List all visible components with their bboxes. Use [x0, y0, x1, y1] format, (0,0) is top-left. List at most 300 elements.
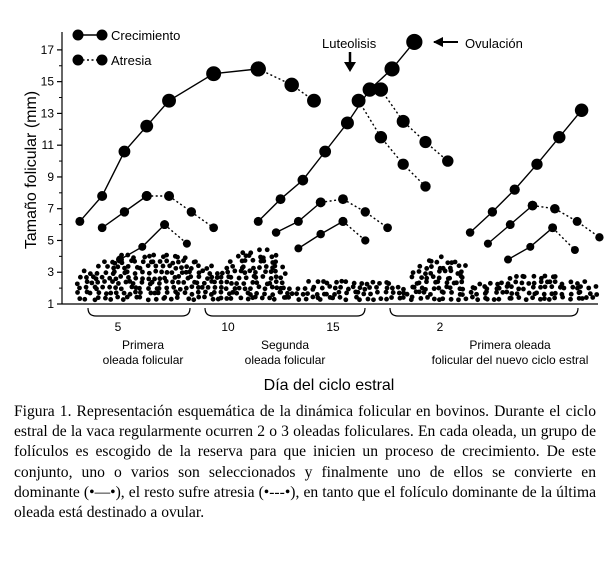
reserve-follicle-dot — [280, 280, 285, 285]
reserve-follicle-dot — [515, 291, 520, 296]
reserve-follicle-dot — [456, 297, 461, 302]
reserve-follicle-dot — [290, 291, 295, 296]
reserve-follicle-dot — [102, 259, 107, 264]
reserve-follicle-dot — [460, 287, 465, 292]
reserve-follicle-dot — [359, 281, 364, 286]
reserve-follicle-dot — [170, 280, 175, 285]
reserve-follicle-dot — [236, 254, 241, 259]
growth-series-point — [384, 61, 399, 76]
reserve-follicle-dot — [89, 280, 94, 285]
reserve-follicle-dot — [84, 275, 89, 280]
reserve-follicle-dot — [159, 270, 164, 275]
reserve-follicle-dot — [200, 268, 205, 273]
reserve-follicle-dot — [96, 295, 101, 300]
day-label: 10 — [221, 320, 235, 334]
atresia-series-point — [307, 94, 321, 108]
growth-series-point — [119, 146, 131, 158]
reserve-follicle-dot — [542, 296, 547, 301]
legend-growth-label: Crecimiento — [111, 28, 181, 43]
reserve-follicle-dot — [343, 297, 348, 302]
reserve-follicle-dot — [165, 270, 170, 275]
atresia-series — [316, 194, 392, 232]
reserve-follicle-dot — [460, 292, 465, 297]
reserve-follicle-dot — [240, 250, 245, 255]
reserve-follicle-dot — [261, 255, 266, 260]
reserve-follicle-dot — [176, 274, 181, 279]
y-tick-label: 9 — [47, 169, 54, 184]
day-label: 2 — [436, 320, 444, 334]
reserve-follicle-dot — [343, 279, 348, 284]
reserve-follicle-dot — [448, 285, 453, 290]
reserve-follicle-dot — [195, 280, 200, 285]
reserve-follicle-dot — [265, 247, 270, 252]
reserve-follicle-dot — [272, 297, 277, 302]
reserve-follicle-dot — [157, 276, 162, 281]
reserve-follicle-dot — [280, 265, 285, 270]
atresia-series-line — [533, 206, 600, 238]
reserve-follicle-dot — [301, 292, 306, 297]
reserve-follicle-dot — [582, 279, 587, 284]
reserve-follicle-dot — [88, 271, 93, 276]
reserve-follicle-dot — [151, 253, 156, 258]
atresia-series-point — [442, 155, 453, 166]
reserve-follicle-dot — [209, 264, 214, 269]
reserve-follicle-dot — [248, 292, 253, 297]
reserve-follicle-dot — [514, 274, 519, 279]
reserve-follicle-dot — [332, 292, 337, 297]
reserve-follicle-dot — [367, 285, 372, 290]
reserve-follicle-dot — [253, 275, 258, 280]
reserve-follicle-dot — [131, 255, 136, 260]
reserve-follicle-dot — [138, 290, 143, 295]
growth-series-point — [206, 66, 221, 81]
reserve-follicle-dot — [262, 292, 267, 297]
reserve-follicle-dot — [346, 287, 351, 292]
reserve-follicle-dot — [374, 285, 379, 290]
reserve-follicle-dot — [578, 284, 583, 289]
day-label: 5 — [114, 320, 122, 334]
wave-label-line1: Primera — [121, 338, 165, 352]
y-tick-label: 5 — [47, 233, 54, 248]
reserve-follicle-dot — [253, 270, 258, 275]
reserve-follicle-dot — [417, 264, 422, 269]
atresia-series — [352, 94, 431, 192]
growth-series-point — [506, 220, 515, 229]
atresia-series-point — [595, 233, 603, 241]
reserve-follicle-dot — [112, 261, 117, 266]
reserve-follicle-dot — [82, 297, 87, 302]
y-tick-label: 7 — [47, 201, 54, 216]
reserve-follicle-dot — [410, 295, 415, 300]
reserve-follicle-dot — [391, 290, 396, 295]
reserve-follicle-dot — [141, 259, 146, 264]
reserve-follicle-dot — [553, 279, 558, 284]
growth-series-point — [553, 131, 565, 143]
reserve-follicle-dot — [410, 275, 415, 280]
reserve-follicle-dot — [88, 291, 93, 296]
atresia-series-point — [338, 194, 348, 204]
reserve-follicle-dot — [228, 259, 233, 264]
reserve-follicle-dot — [377, 281, 382, 286]
reserve-follicle-dot — [538, 285, 543, 290]
reserve-follicle-dot — [146, 297, 151, 302]
reserve-follicle-dot — [278, 275, 283, 280]
growth-series-point — [120, 207, 129, 216]
reserve-follicle-dot — [112, 269, 117, 274]
reserve-follicle-dot — [389, 295, 394, 300]
reserve-follicle-dot — [264, 264, 269, 269]
reserve-follicle-dot — [206, 285, 211, 290]
reserve-follicle-dot — [138, 266, 143, 271]
reserve-follicle-dot — [524, 297, 529, 302]
reserve-follicle-dot — [274, 279, 279, 284]
atresia-series-point — [361, 236, 369, 244]
wave-label-line2: oleada folicular — [244, 353, 326, 367]
reserve-follicle-dot — [396, 285, 401, 290]
reserve-follicle-dot — [509, 284, 514, 289]
atresia-series-point — [164, 191, 174, 201]
reserve-follicle-dot — [203, 290, 208, 295]
reserve-follicle-dot — [281, 286, 286, 291]
growth-series-point — [484, 240, 492, 248]
wave-label-line2: oleada folicular — [102, 353, 184, 367]
growth-series — [504, 223, 557, 263]
reserve-follicle-dot — [107, 285, 112, 290]
figure-label: Figura 1. — [14, 403, 72, 420]
reserve-follicle-dot — [411, 270, 416, 275]
reserve-follicle-dot — [366, 297, 371, 302]
reserve-follicle-dot — [428, 271, 433, 276]
reserve-follicle-dot — [104, 270, 109, 275]
y-tick-label: 13 — [40, 106, 54, 121]
follicle-series — [75, 34, 603, 264]
reserve-follicle-dot — [423, 271, 428, 276]
reserve-follicle-dot — [164, 286, 169, 291]
reserve-follicle-dot — [358, 285, 363, 290]
reserve-follicle-dot — [237, 286, 242, 291]
reserve-follicle-dot — [274, 274, 279, 279]
wave-bracket — [390, 308, 578, 316]
reserve-follicle-dot — [202, 281, 207, 286]
reserve-follicle-dot — [153, 264, 158, 269]
y-tick-label: 3 — [47, 265, 54, 280]
reserve-follicle-dot — [186, 296, 191, 301]
reserve-follicle-dot — [590, 295, 595, 300]
legend-growth-marker — [73, 30, 84, 41]
reserve-follicle-dot — [263, 269, 268, 274]
reserve-follicle-dot — [432, 297, 437, 302]
reserve-follicle-dot — [165, 290, 170, 295]
reserve-follicle-dot — [125, 269, 130, 274]
reserve-follicle-dot — [477, 282, 482, 287]
reserve-follicle-dot — [161, 264, 166, 269]
reserve-follicle-dot — [419, 275, 424, 280]
reserve-follicle-dot — [463, 263, 468, 268]
atresia-series-point — [397, 115, 410, 128]
reserve-follicle-dot — [190, 292, 195, 297]
reserve-follicle-dot — [205, 276, 210, 281]
reserve-follicle-dot — [447, 276, 452, 281]
reserve-follicle-dot — [105, 264, 110, 269]
atresia-series-point — [209, 223, 218, 232]
reserve-follicle-dot — [224, 286, 229, 291]
ovulation-arrowhead — [433, 37, 443, 47]
reserve-follicle-dot — [303, 286, 308, 291]
reserve-follicle-dot — [176, 280, 181, 285]
reserve-follicle-dot — [234, 291, 239, 296]
reserve-follicle-dot — [568, 279, 573, 284]
reserve-follicle-dot — [417, 289, 422, 294]
ovulation-label: Ovulación — [465, 36, 523, 51]
reserve-follicle-dot — [305, 291, 310, 296]
reserve-follicle-dot — [549, 284, 554, 289]
reserve-follicle-dot — [429, 264, 434, 269]
reserve-follicle-dot — [287, 286, 292, 291]
growth-series-point — [406, 34, 422, 50]
reserve-follicle-dot — [338, 285, 343, 290]
atresia-series-line — [359, 101, 426, 187]
reserve-follicle-dot — [445, 280, 450, 285]
reserve-follicle-dot — [553, 274, 558, 279]
growth-series-point — [116, 256, 124, 264]
wave-brackets — [88, 308, 588, 367]
reserve-follicle-dot — [189, 284, 194, 289]
legend-atresia-marker — [73, 55, 84, 66]
reserve-follicle-dot — [142, 255, 147, 260]
reserve-follicle-dot — [547, 297, 552, 302]
growth-series-point — [504, 256, 512, 264]
atresia-series-point — [183, 240, 191, 248]
reserve-follicle-dot — [338, 295, 343, 300]
reserve-follicle-dot — [191, 297, 196, 302]
reserve-follicle-dot — [334, 280, 339, 285]
caption-text: Representación esquemática de la dinámica folicular en bovinos. Durante el ciclo estral de la vaca regularmente ocurren 2 o 3 oleadas foliculares. En cada oleada, un grupo de folículos es escogido de la reserva para que inicien un proceso de crecimiento. De este conjunto, uno o varios son seleccionados y finalmente uno de ellos se convierte en dominante (•—•), el resto sufre atresia (•---•), en tanto que el folículo dominante de la última oleada está destinado a ovular. — [14, 403, 596, 522]
reserve-follicle-dot — [521, 287, 526, 292]
reserve-follicle-dot — [474, 292, 479, 297]
reserve-follicle-dot — [584, 295, 589, 300]
reserve-follicle-dot — [153, 269, 158, 274]
reserve-follicle-dot — [146, 286, 151, 291]
reserve-follicle-dot — [384, 297, 389, 302]
reserve-follicle-dot — [202, 295, 207, 300]
reserve-follicle-dot — [94, 286, 99, 291]
atresia-series — [142, 191, 218, 232]
reserve-follicle-dot — [78, 275, 83, 280]
reserve-follicle-dot — [310, 295, 315, 300]
growth-series-point — [528, 201, 538, 211]
reserve-follicle-dot — [242, 270, 247, 275]
atresia-series-point — [284, 78, 299, 93]
reserve-follicle-dot — [385, 286, 390, 291]
growth-series-point — [316, 197, 326, 207]
atresia-series-point — [419, 136, 431, 148]
reserve-follicle-dot — [158, 259, 163, 264]
reserve-follicle-dot — [108, 297, 113, 302]
reserve-follicle-dot — [454, 280, 459, 285]
reserve-follicle-dot — [104, 291, 109, 296]
reserve-follicle-dot — [215, 271, 220, 276]
reserve-follicle-dot — [241, 281, 246, 286]
reserve-follicle-dot — [397, 291, 402, 296]
growth-series-point — [138, 243, 146, 251]
reserve-follicle-dot — [470, 295, 475, 300]
reserve-follicle-dot — [232, 269, 237, 274]
reserve-follicle-dot — [140, 276, 145, 281]
reserve-follicle-dot — [522, 274, 527, 279]
reserve-follicle-dot — [243, 258, 248, 263]
growth-series-point — [298, 175, 309, 186]
reserve-follicle-dot — [594, 284, 599, 289]
y-tick-label: 17 — [40, 42, 54, 57]
reserve-follicle-dot — [229, 281, 234, 286]
reserve-follicle-dot — [204, 266, 209, 271]
reserve-follicle-dot — [164, 253, 169, 258]
reserve-follicle-dot — [532, 281, 537, 286]
wave-label-line1: Segunda — [260, 338, 310, 352]
reserve-follicle-dot — [133, 276, 138, 281]
growth-series-point — [526, 243, 534, 251]
reserve-follicle-dot — [151, 259, 156, 264]
reserve-follicle-dot — [183, 255, 188, 260]
reserve-follicle-dot — [418, 296, 423, 301]
reserve-follicle-dot — [492, 297, 497, 302]
reserve-follicle-dot — [212, 280, 217, 285]
reserve-follicle-dot — [175, 255, 180, 260]
reserve-follicle-dot — [183, 290, 188, 295]
reserve-follicle-dot — [320, 286, 325, 291]
reserve-follicle-dot — [547, 279, 552, 284]
y-tick-label: 1 — [47, 297, 54, 311]
atresia-series-line — [321, 199, 388, 228]
reserve-follicle-dot — [85, 279, 90, 284]
reserve-follicle-dot — [368, 292, 373, 297]
atresia-series-point — [375, 131, 387, 143]
reserve-follicle-dot — [283, 271, 288, 276]
reserve-follicle-dot — [294, 291, 299, 296]
reserve-follicle-dot — [429, 259, 434, 264]
reserve-follicle-dot — [100, 285, 105, 290]
reserve-follicle-dot — [526, 281, 531, 286]
reserve-follicle-dot — [578, 290, 583, 295]
reserve-follicle-dot — [352, 281, 357, 286]
reserve-follicle-dot — [100, 275, 105, 280]
reserve-follicle-dot — [75, 290, 80, 295]
reserve-follicle-dot — [543, 274, 548, 279]
reserve-follicle-dot — [538, 297, 543, 302]
growth-series-point — [98, 223, 107, 232]
reserve-follicle-dot — [469, 290, 474, 295]
atresia-series-point — [573, 217, 582, 226]
reserve-follicle-dot — [405, 292, 410, 297]
reserve-follicle-dot — [428, 292, 433, 297]
reserve-follicle-dot — [375, 290, 380, 295]
reserve-follicle-dot — [378, 296, 383, 301]
growth-series — [254, 34, 423, 226]
growth-series-point — [531, 159, 542, 170]
reserve-follicle-dot — [441, 266, 446, 271]
reserve-follicle-dot — [119, 286, 124, 291]
reserve-follicle-dot — [441, 290, 446, 295]
reserve-follicle-dot — [102, 279, 107, 284]
reserve-follicle-dot — [178, 287, 183, 292]
reserve-follicle-dot — [304, 297, 309, 302]
reserve-follicle-dot — [162, 276, 167, 281]
reserve-follicle-dot — [121, 297, 126, 302]
reserve-follicle-dot — [560, 282, 565, 287]
reserve-follicle-dot — [586, 286, 591, 291]
reserve-follicle-dot — [126, 275, 131, 280]
reserve-follicle-dot — [516, 286, 521, 291]
reserve-follicle-dot — [401, 295, 406, 300]
reserve-follicle-dot — [464, 296, 469, 301]
atresia-series — [374, 82, 454, 166]
atresia-series-point — [550, 204, 560, 214]
reserve-follicle-dot — [131, 281, 136, 286]
reserve-follicle-dot — [296, 286, 301, 291]
y-axis-title: Tamaño folicular (mm) — [23, 90, 40, 250]
reserve-follicle-dot — [532, 274, 537, 279]
reserve-follicle-dot — [269, 254, 274, 259]
luteolysis-label: Luteolisis — [322, 36, 377, 51]
reserve-follicle-dot — [432, 286, 437, 291]
reserve-follicle-dot — [570, 285, 575, 290]
reserve-follicle-dot — [224, 280, 229, 285]
growth-series-point — [162, 94, 176, 108]
growth-series-point — [338, 217, 347, 226]
growth-series — [466, 103, 589, 236]
reserve-follicle-dot — [449, 290, 454, 295]
reserve-follicle-dot — [257, 265, 262, 270]
reserve-follicle-dot — [569, 292, 574, 297]
reserve-follicle-dot — [196, 263, 201, 268]
reserve-follicle-dot — [146, 263, 151, 268]
reserve-follicle-dot — [219, 285, 224, 290]
reserve-follicle-dot — [244, 275, 249, 280]
growth-series-point — [363, 82, 377, 96]
reserve-follicle-dot — [224, 296, 229, 301]
reserve-follicle-dot — [169, 297, 174, 302]
follicle-reserve-dots — [75, 247, 599, 302]
reserve-follicle-dot — [318, 297, 323, 302]
x-axis-title: Día del ciclo estral — [263, 377, 395, 394]
reserve-follicle-dot — [169, 270, 174, 275]
reserve-follicle-dot — [184, 264, 189, 269]
legend — [73, 28, 181, 68]
reserve-follicle-dot — [128, 292, 133, 297]
reserve-follicle-dot — [440, 296, 445, 301]
legend-atresia-label: Atresia — [111, 53, 152, 68]
reserve-follicle-dot — [224, 266, 229, 271]
reserve-follicle-dot — [251, 258, 256, 263]
atresia-series-point — [571, 246, 579, 254]
reserve-follicle-dot — [460, 275, 465, 280]
reserve-follicle-dot — [333, 286, 338, 291]
reserve-follicle-dot — [513, 280, 518, 285]
reserve-follicle-dot — [449, 297, 454, 302]
reserve-follicle-dot — [417, 269, 422, 274]
reserve-follicle-dot — [273, 269, 278, 274]
reserve-follicle-dot — [233, 286, 238, 291]
reserve-follicle-dot — [170, 261, 175, 266]
reserve-follicle-dot — [157, 281, 162, 286]
reserve-follicle-dot — [257, 284, 262, 289]
reserve-follicle-dot — [95, 271, 100, 276]
reserve-follicle-dot — [171, 285, 176, 290]
reserve-follicle-dot — [228, 275, 233, 280]
reserve-follicle-dot — [118, 274, 123, 279]
reserve-follicle-dot — [559, 292, 564, 297]
reserve-follicle-dot — [362, 287, 367, 292]
